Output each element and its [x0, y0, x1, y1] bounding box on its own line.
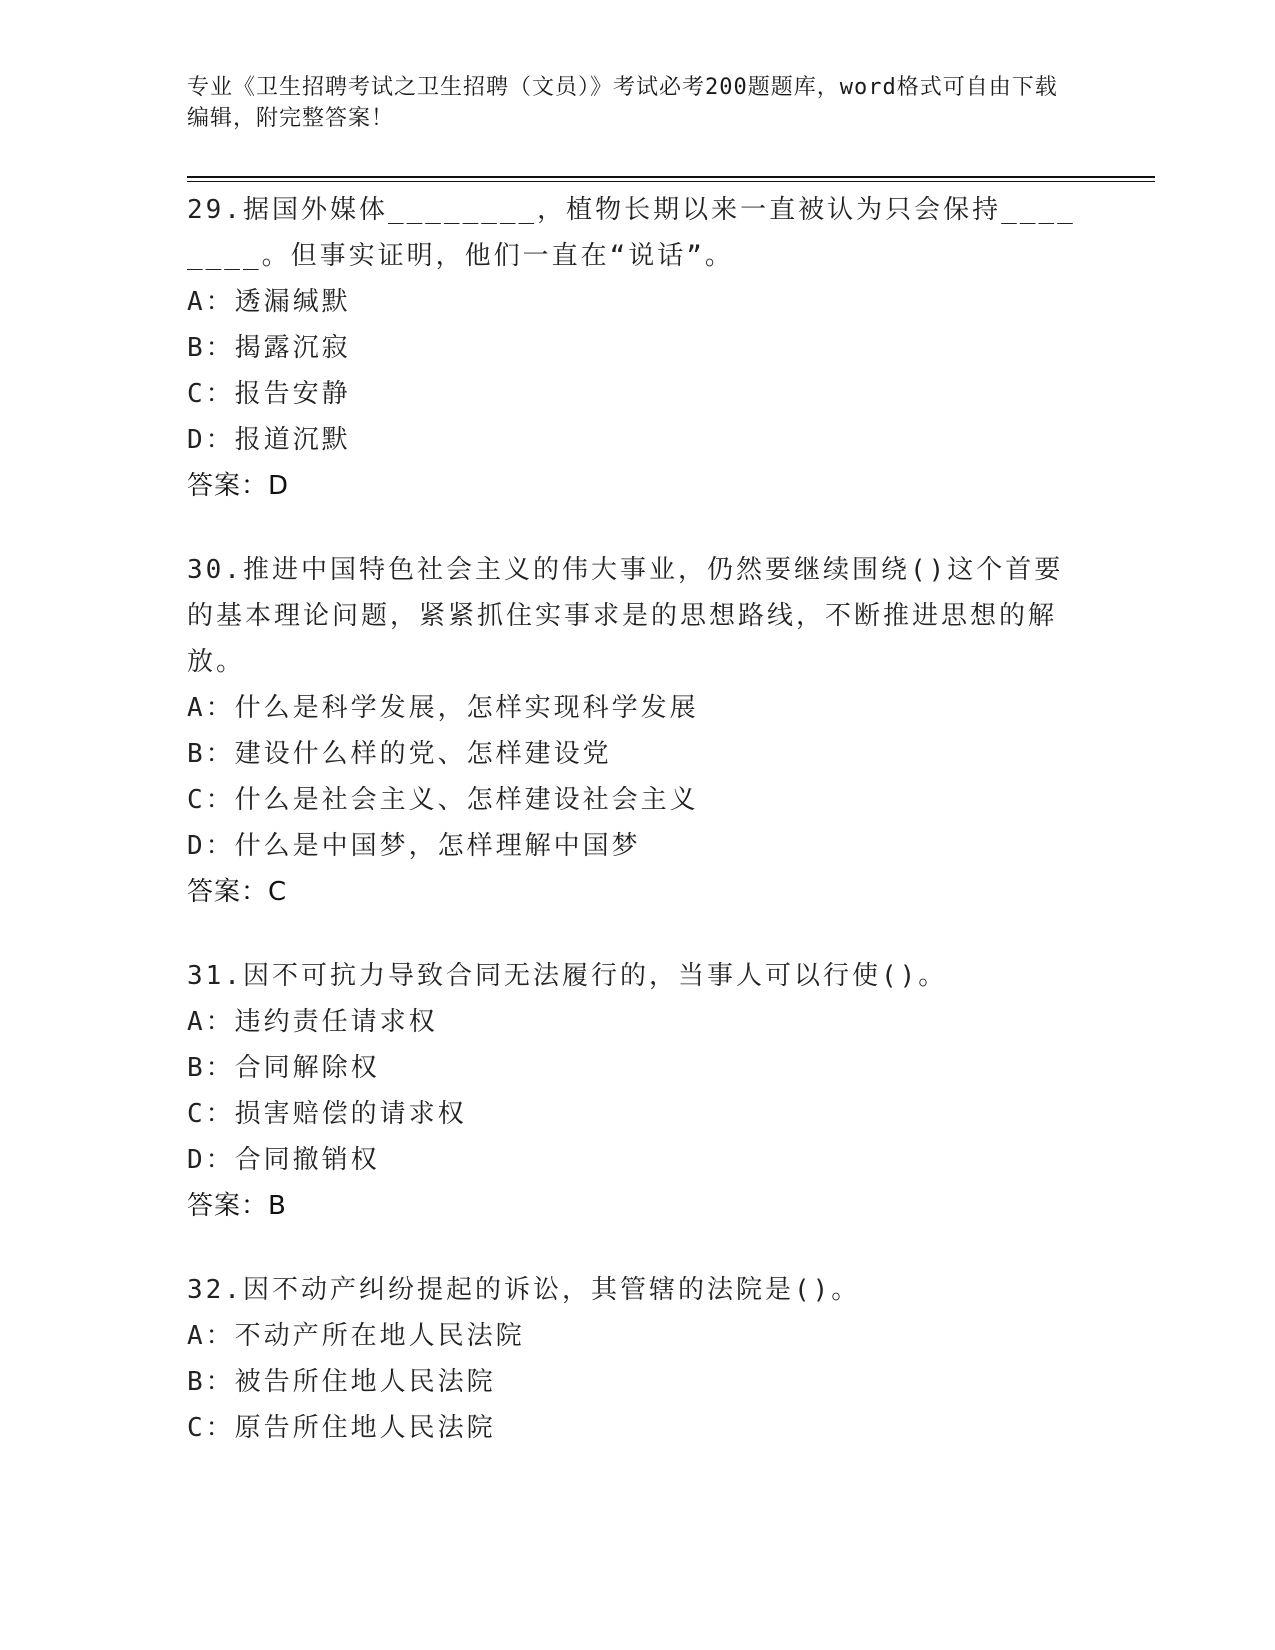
option-b: B：建设什么样的党、怎样建设党 — [187, 739, 612, 769]
question-stem: 30.推进中国特色社会主义的伟大事业，仍然要继续围绕()这个首要的基本理论问题，紧紧抓住实事求是的思想路线，不断推进思想的解放。 — [187, 555, 1064, 677]
option-b: B：合同解除权 — [187, 1053, 380, 1083]
option-d: D：合同撤销权 — [187, 1145, 380, 1175]
option-d: D：报道沉默 — [187, 425, 351, 455]
question-stem: 31.因不可抗力导致合同无法履行的，当事人可以行使()。 — [187, 961, 948, 991]
question-31 — [187, 953, 1087, 1229]
answer-label: 答案：C — [187, 877, 288, 907]
question-29 — [187, 187, 1087, 509]
option-c: C：什么是社会主义、怎样建设社会主义 — [187, 785, 699, 815]
question-list — [187, 187, 1087, 1489]
option-a: A：透漏缄默 — [187, 287, 351, 317]
header-divider-thin — [187, 181, 1155, 182]
option-c: C：报告安静 — [187, 379, 351, 409]
question-32 — [187, 1267, 1087, 1451]
answer-label: 答案：D — [187, 471, 290, 501]
option-c: C：原告所住地人民法院 — [187, 1413, 496, 1443]
question-30 — [187, 547, 1087, 915]
option-a: A：什么是科学发展，怎样实现科学发展 — [187, 693, 699, 723]
option-a: A：违约责任请求权 — [187, 1007, 438, 1037]
option-d: D：什么是中国梦，怎样理解中国梦 — [187, 831, 641, 861]
document-header: 专业《卫生招聘考试之卫生招聘（文员）》考试必考200题题库，word格式可自由下载编辑，附完整答案！ — [187, 75, 1058, 131]
header-divider-thick — [187, 176, 1155, 178]
option-a: A：不动产所在地人民法院 — [187, 1321, 525, 1351]
option-c: C：损害赔偿的请求权 — [187, 1099, 467, 1129]
question-stem: 29.据国外媒体________，植物长期以来一直被认为只会保持________。但事实证明，他们一直在“说话”。 — [187, 195, 1076, 271]
option-b: B：揭露沉寂 — [187, 333, 351, 363]
answer-label: 答案：B — [187, 1191, 287, 1221]
question-stem: 32.因不动产纠纷提起的诉讼，其管辖的法院是()。 — [187, 1275, 861, 1305]
option-b: B：被告所住地人民法院 — [187, 1367, 496, 1397]
